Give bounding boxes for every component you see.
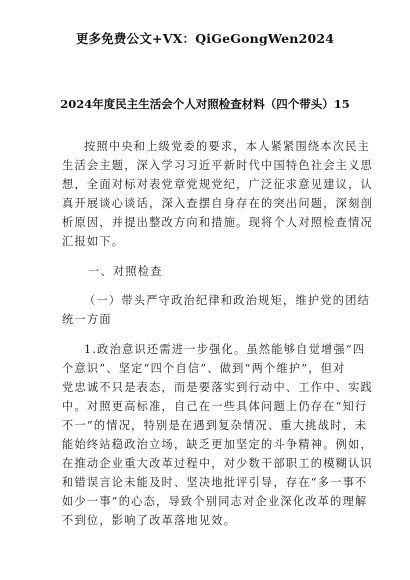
text-line: 按照中央和上级党委的要求，本人紧紧围绕本次民主 [84,140,371,153]
text-line: 不一”的情况，特别是在遇到复杂情况、重大挑战时，未 [62,419,368,432]
text-line: 能始终站稳政治立场，缺乏更加坚定的斗争精神。例如， [62,438,373,451]
text-line: 在推动企业重大改革过程中，对少数干部职工的模糊认识 [62,457,373,470]
text-line: 1.政治意识还需进一步强化。虽然能够自觉增强“四 [84,343,366,356]
text-line: 中。对照更高标准，自己在一些具体问题上仍存在“知行 [62,400,368,413]
section-heading: 一、对照检查 [88,265,163,278]
text-line: 生活会主题，深入学习习近平新时代中国特色社会主义思 [62,159,373,172]
text-line: 如少一事”的心态，导致个别同志对企业深化改革的理解 [62,495,368,508]
text-line: 汇报如下。 [62,235,125,248]
text-line: 不到位，影响了改革落地见效。 [62,514,237,527]
text-line: 个意识”、坚定“四个自信”、做到“两个维护”，但对 [62,362,346,375]
text-line: 党忠诚不只是表态，而是要落实到行动中、工作中、实践 [62,381,373,394]
promo-banner: 更多免费公文+VX：QiGeGongWen2024 [75,31,335,46]
subsection-heading [62,291,371,329]
text-line: 统一方面 [62,313,112,326]
document-title: 2024年度民主生活会个人对照检查材料（四个带头）15 [60,97,350,111]
text-line: 析原因，并提出整改方向和措施。现将个人对照检查情况 [62,216,373,229]
item-paragraph [62,340,373,530]
text-line: 真开展谈心谈话，深入查摆自身存在的突出问题，深刻剖 [62,197,373,210]
intro-paragraph [62,137,373,251]
text-line: （一）带头严守政治纪律和政治规矩，维护党的团结 [84,294,371,307]
text-line: 和错误言论未能及时、坚决地批评引导，存在“多一事不 [62,476,368,489]
text-line: 想，全面对标对表党章党规党纪，广泛征求意见建议，认 [62,178,373,191]
